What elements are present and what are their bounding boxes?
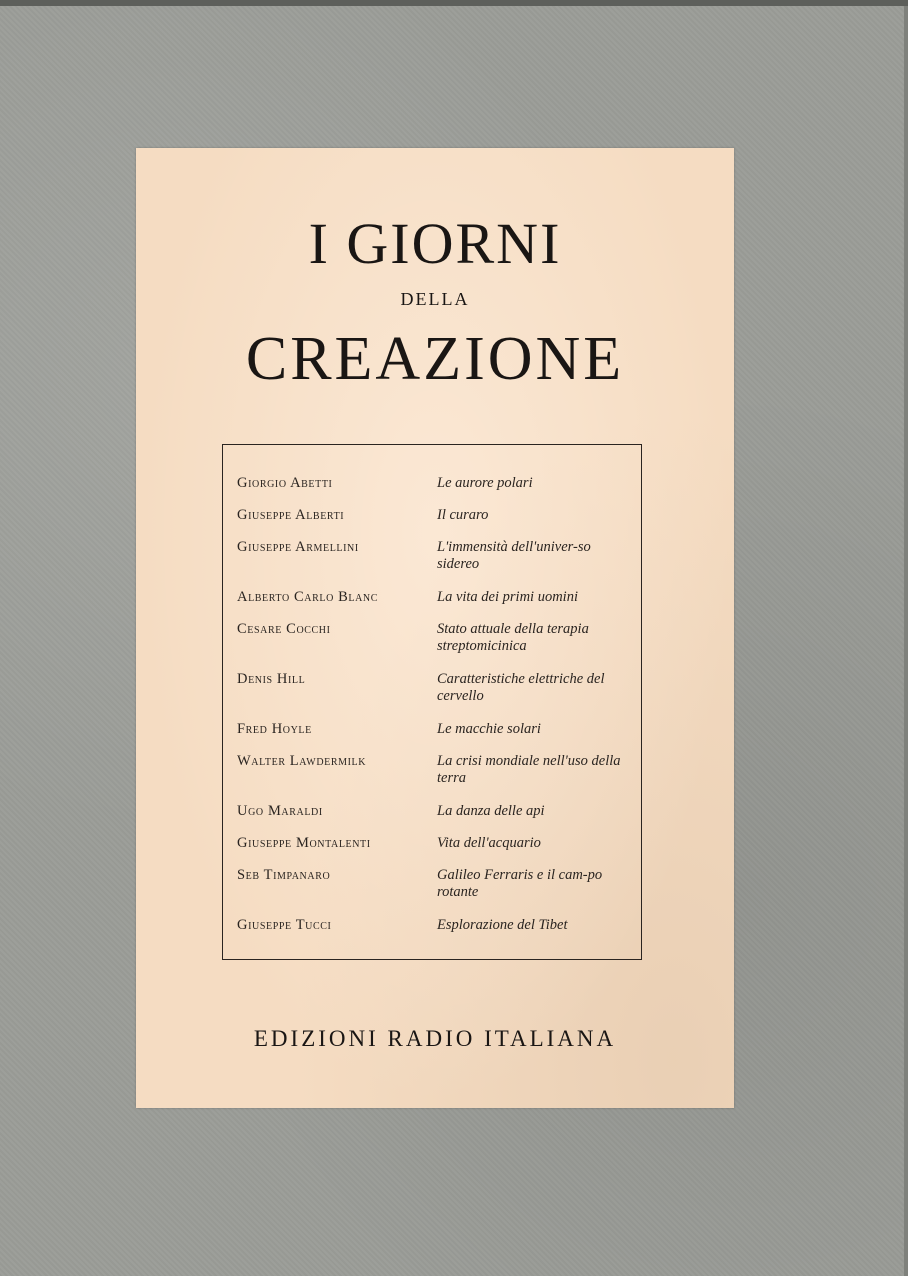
entry-work: Caratteristiche elettriche del cervello bbox=[437, 671, 605, 704]
cover-top-edge bbox=[0, 0, 908, 6]
entry-work: Le aurore polari bbox=[437, 475, 533, 491]
entry-work: La vita dei primi uomini bbox=[437, 589, 578, 605]
entry-work: La crisi mondiale nell'uso della terra bbox=[437, 753, 621, 786]
entry-author: Ugo Maraldi bbox=[237, 803, 323, 819]
entry-author: Giuseppe Alberti bbox=[237, 507, 345, 523]
title-line-1: I GIORNI bbox=[308, 211, 562, 276]
entry-work: Esplorazione del Tibet bbox=[437, 917, 568, 933]
entry-author: Giuseppe Montalenti bbox=[237, 835, 371, 851]
title-line-3: CREAZIONE bbox=[245, 325, 625, 393]
title-line-2: della bbox=[400, 282, 470, 311]
entry-author: Fred Hoyle bbox=[237, 721, 312, 737]
entry-work: Vita dell'acquario bbox=[437, 835, 541, 851]
entry-author: Giuseppe Tucci bbox=[237, 917, 332, 933]
entry-work: Galileo Ferraris e il cam-po rotante bbox=[437, 867, 603, 900]
entry-work: Stato attuale della terapia streptomicinica bbox=[437, 621, 589, 654]
publisher-name: EDIZIONI RADIO ITALIANA bbox=[253, 1026, 617, 1051]
contents-box bbox=[222, 444, 642, 960]
entry-author: Walter Lawdermilk bbox=[237, 753, 367, 769]
entry-author: Cesare Cocchi bbox=[237, 621, 331, 637]
entry-author: Seb Timpanaro bbox=[237, 867, 331, 883]
cover-label bbox=[136, 148, 734, 1108]
entry-author: Giuseppe Armellini bbox=[237, 539, 359, 555]
entry-work: L'immensità dell'univer-so sidereo bbox=[437, 539, 591, 572]
entry-author: Denis Hill bbox=[237, 671, 306, 687]
entry-author: Giorgio Abetti bbox=[237, 475, 333, 491]
entry-author: Alberto Carlo Blanc bbox=[237, 589, 379, 605]
entry-work: Il curaro bbox=[437, 507, 489, 523]
entry-work: La danza delle api bbox=[437, 803, 545, 819]
entry-work: Le macchie solari bbox=[437, 721, 541, 737]
